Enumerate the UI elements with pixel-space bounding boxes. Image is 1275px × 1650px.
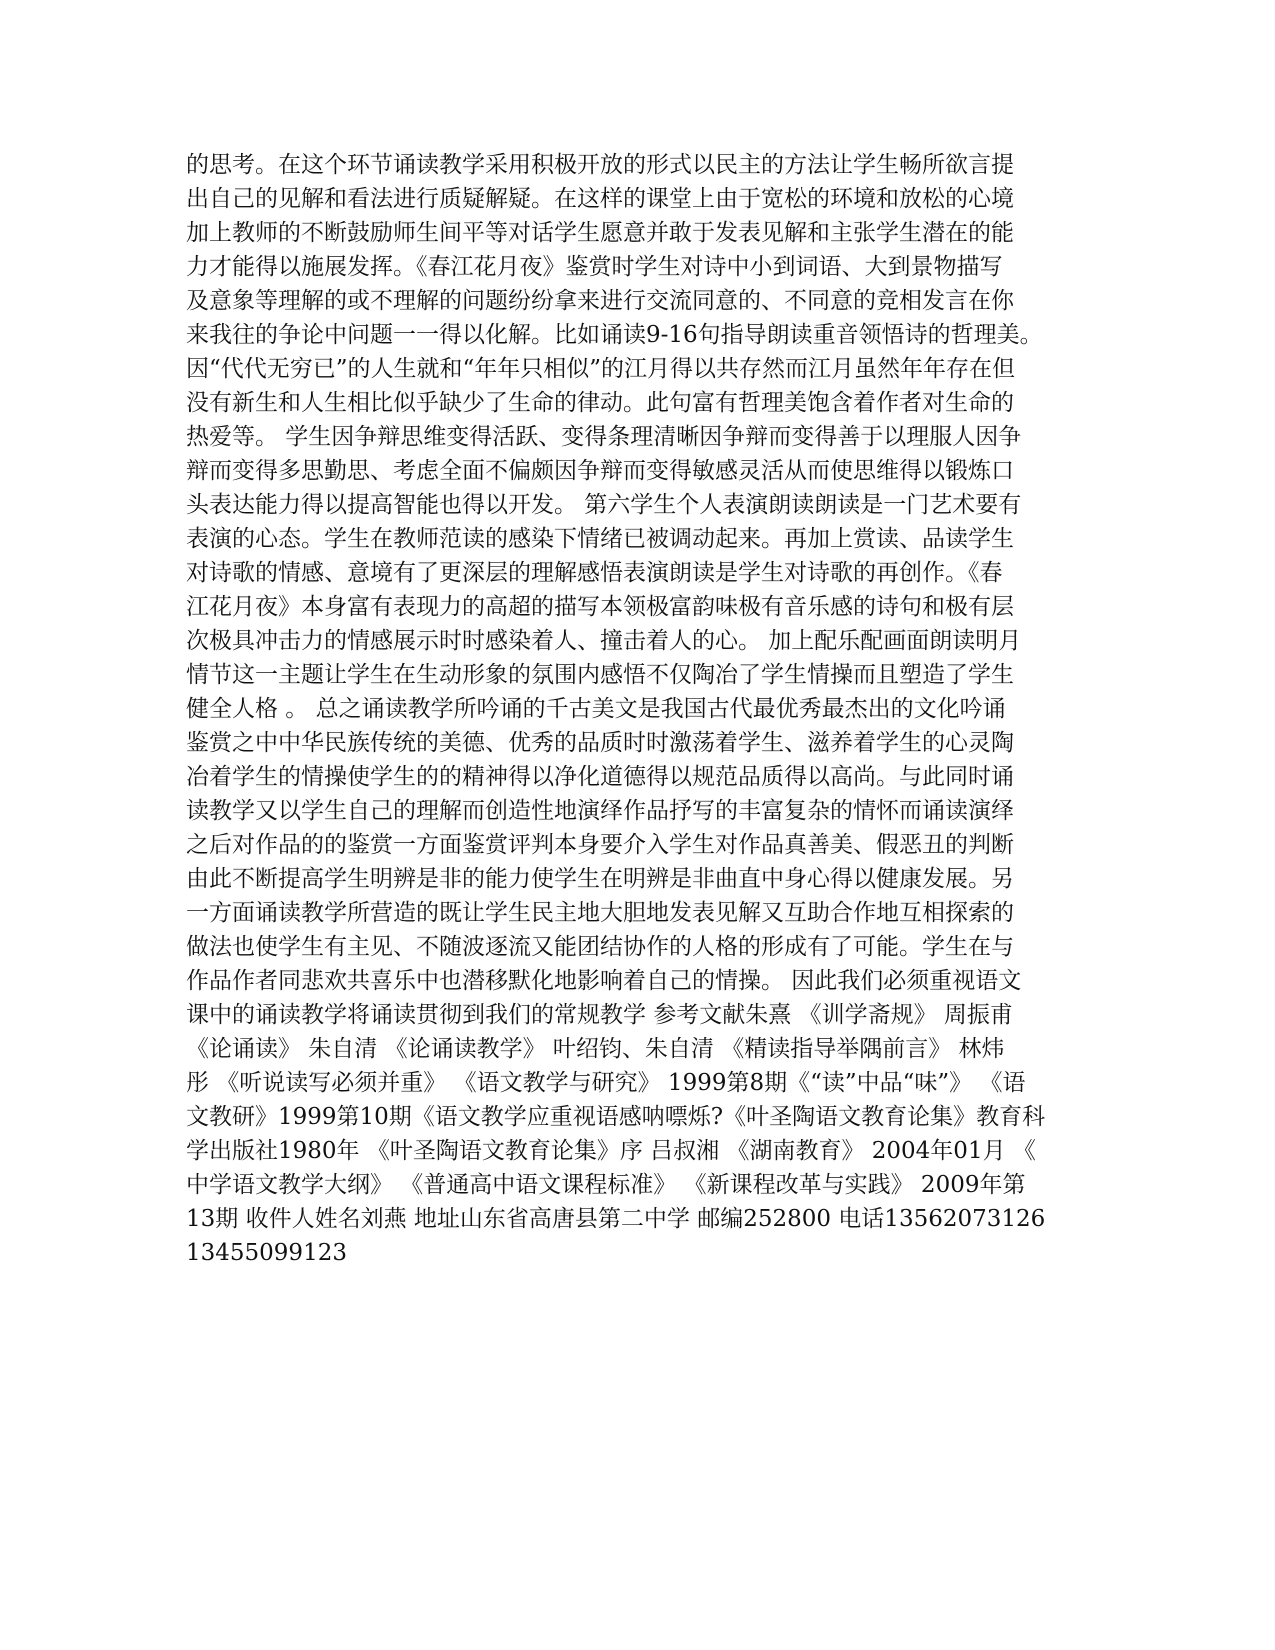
text-line: 课中的诵读教学将诵读贯彻到我们的常规教学 参考文献朱熹 《训学斋规》 周振甫 [186, 1002, 1013, 1028]
text-line: 情节这一主题让学生在生动形象的氛围内感悟不仅陶冶了学生情操而且塑造了学生 [186, 662, 1014, 688]
text-line: 及意象等理解的或不理解的问题纷纷拿来进行交流同意的、不同意的竞相发言在你 [186, 288, 1014, 314]
text-line: 《论诵读》 朱自清 《论诵读教学》 叶绍钧、朱自清 《精读指导举隅前言》 林炜 [186, 1036, 1005, 1062]
text-line: 冶着学生的情操使学生的的精神得以净化道德得以规范品质得以高尚。与此同时诵 [186, 764, 1014, 790]
text-line: 次极具冲击力的情感展示时时感染着人、撞击着人的心。 加上配乐配画面朗读明月 [186, 628, 1022, 654]
text-line: 辩而变得多思勤思、考虑全面不偏颇因争辩而变得敏感灵活从而使思维得以锻炼口 [186, 458, 1014, 484]
text-line: 加上教师的不断鼓励师生间平等对话学生愿意并敢于发表见解和主张学生潜在的能 [186, 220, 1014, 246]
text-line: 来我往的争论中问题一一得以化解。比如诵读9-16句指导朗读重音领悟诗的哲理美。 [186, 322, 1043, 348]
body-text [186, 148, 1086, 1270]
text-line: 中学语文教学大纲》 《普通高中语文课程标准》 《新课程改革与实践》 2009年第 [186, 1172, 1026, 1198]
text-line: 由此不断提高学生明辨是非的能力使学生在明辨是非曲直中身心得以健康发展。另 [186, 866, 1014, 892]
text-line: 对诗歌的情感、意境有了更深层的理解感悟表演朗读是学生对诗歌的再创作。《春 [186, 560, 1003, 586]
text-line: 江花月夜》本身富有表现力的高超的描写本领极富韵味极有音乐感的诗句和极有层 [186, 594, 1014, 620]
text-line: 热爱等。 学生因争辩思维变得活跃、变得条理清晰因争辩而变得善于以理服人因争 [186, 424, 1022, 450]
text-line: 没有新生和人生相比似乎缺少了生命的律动。此句富有哲理美饱含着作者对生命的 [186, 390, 1014, 416]
text-line: 之后对作品的的鉴赏一方面鉴赏评判本身要介入学生对作品真善美、假恶丑的判断 [186, 832, 1014, 858]
text-line: 13期 收件人姓名刘燕 地址山东省高唐县第二中学 邮编252800 电话13562073126 [186, 1206, 1046, 1232]
text-line: 彤 《听说读写必须并重》 《语文教学与研究》 1999第8期《“读”中品“味”》 《语 [186, 1070, 1026, 1096]
text-line: 读教学又以学生自己的理解而创造性地演绎作品抒写的丰富复杂的情怀而诵读演绎 [186, 798, 1014, 824]
text-line: 作品作者同悲欢共喜乐中也潜移默化地影响着自己的情操。 因此我们必须重视语文 [186, 968, 1022, 994]
text-line: 头表达能力得以提高智能也得以开发。 第六学生个人表演朗读朗读是一门艺术要有 [186, 492, 1022, 518]
text-line: 做法也使学生有主见、不随波逐流又能团结协作的人格的形成有了可能。学生在与 [186, 934, 1014, 960]
text-line: 出自己的见解和看法进行质疑解疑。在这样的课堂上由于宽松的环境和放松的心境 [186, 186, 1014, 212]
text-line: 一方面诵读教学所营造的既让学生民主地大胆地发表见解又互助合作地互相探索的 [186, 900, 1014, 926]
text-line: 的思考。在这个环节诵读教学采用积极开放的形式以民主的方法让学生畅所欲言提 [186, 152, 1014, 178]
text-line: 鉴赏之中中华民族传统的美德、优秀的品质时时激荡着学生、滋养着学生的心灵陶 [186, 730, 1014, 756]
text-line: 力才能得以施展发挥。《春江花月夜》鉴赏时学生对诗中小到词语、大到景物描写 [186, 254, 1003, 280]
text-line: 文教研》1999第10期《语文教学应重视语感呐嘌烁?《叶圣陶语文教育论集》教育科 [186, 1104, 1046, 1130]
text-line: 13455099123 [186, 1240, 347, 1266]
text-line: 因“代代无穷已”的人生就和“年年只相似”的江月得以共存然而江月虽然年年存在但 [186, 356, 1016, 382]
text-line: 表演的心态。学生在教师范读的感染下情绪已被调动起来。再加上赏读、品读学生 [186, 526, 1014, 552]
text-line: 健全人格 。 总之诵读教学所吟诵的千古美文是我国古代最优秀最杰出的文化吟诵 [186, 696, 1006, 722]
text-line: 学出版社1980年 《叶圣陶语文教育论集》序 吕叔湘 《湖南教育》 2004年01月 《 [186, 1138, 1036, 1164]
